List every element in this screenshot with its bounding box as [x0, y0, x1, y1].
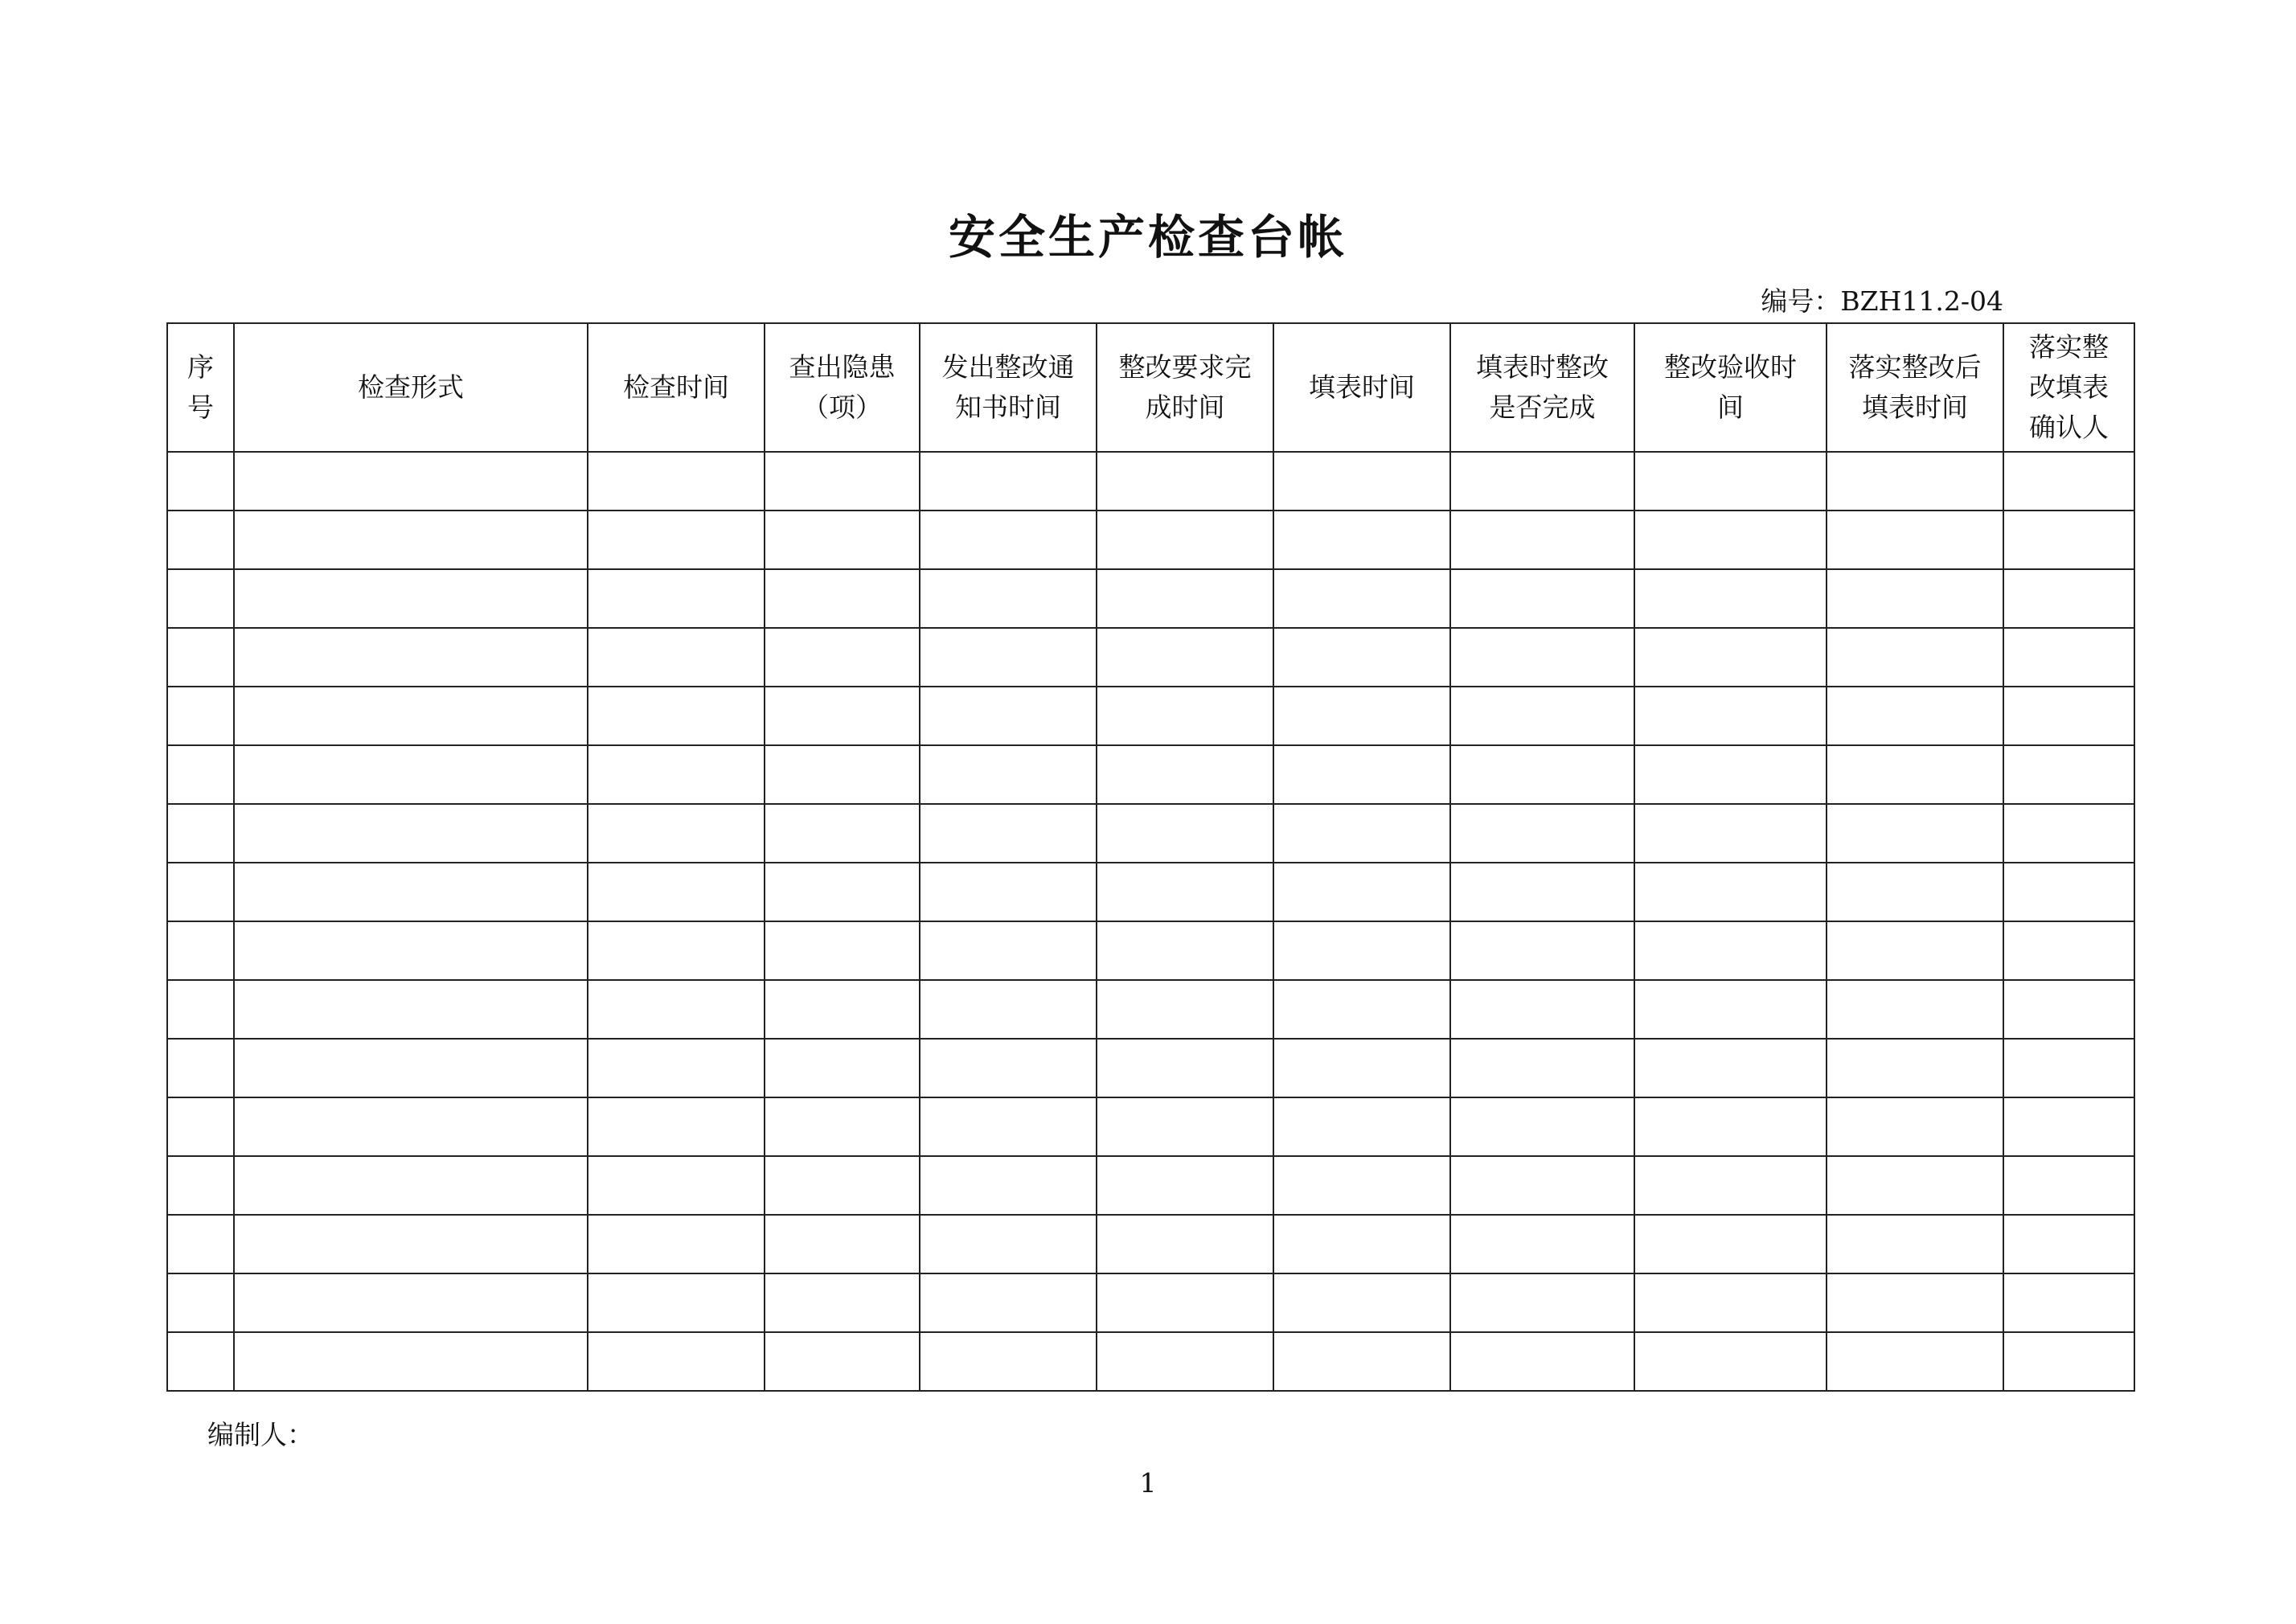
table-cell[interactable]: [1097, 980, 1273, 1039]
table-cell[interactable]: [765, 452, 920, 511]
table-cell[interactable]: [1273, 628, 1450, 687]
table-cell[interactable]: [1827, 745, 2003, 804]
table-cell[interactable]: [1450, 921, 1634, 980]
table-cell[interactable]: [765, 1156, 920, 1215]
table-cell[interactable]: [920, 745, 1097, 804]
table-cell[interactable]: [1097, 921, 1273, 980]
table-cell[interactable]: [1273, 687, 1450, 745]
table-cell[interactable]: [1097, 1332, 1273, 1391]
page-number: 1: [1139, 1467, 1157, 1499]
table-cell[interactable]: [234, 863, 588, 921]
table-cell[interactable]: [765, 863, 920, 921]
table-cell[interactable]: [588, 804, 765, 863]
table-cell[interactable]: [920, 511, 1097, 569]
table-cell[interactable]: [1827, 804, 2003, 863]
table-cell[interactable]: [1634, 745, 1827, 804]
inspection-ledger-table: [166, 322, 2135, 1392]
table-cell[interactable]: [920, 921, 1097, 980]
table-cell[interactable]: [2003, 804, 2134, 863]
table-row: [167, 1215, 2134, 1273]
table-cell[interactable]: [1634, 1156, 1827, 1215]
table-cell[interactable]: [1450, 628, 1634, 687]
table-cell[interactable]: [1273, 569, 1450, 628]
table-cell[interactable]: [167, 1156, 234, 1215]
table-cell[interactable]: [588, 1156, 765, 1215]
table-cell[interactable]: [1097, 1156, 1273, 1215]
table-cell[interactable]: [920, 1332, 1097, 1391]
table-cell[interactable]: [920, 452, 1097, 511]
table-cell[interactable]: [588, 1332, 765, 1391]
table-cell[interactable]: [1634, 1215, 1827, 1273]
table-cell[interactable]: [1450, 687, 1634, 745]
table-cell[interactable]: [167, 511, 234, 569]
table-header-row: [167, 323, 2134, 452]
table-cell[interactable]: [1450, 452, 1634, 511]
table-cell[interactable]: [588, 1273, 765, 1332]
table-cell[interactable]: [588, 863, 765, 921]
table-cell[interactable]: [1097, 452, 1273, 511]
table-cell[interactable]: [765, 1215, 920, 1273]
table-cell[interactable]: [765, 745, 920, 804]
table-cell[interactable]: [588, 980, 765, 1039]
table-cell[interactable]: [1827, 452, 2003, 511]
table-cell[interactable]: [588, 1039, 765, 1097]
table-row: [167, 511, 2134, 569]
table-cell[interactable]: [1450, 1332, 1634, 1391]
table-cell[interactable]: [1634, 980, 1827, 1039]
table-cell[interactable]: [234, 628, 588, 687]
table-cell[interactable]: [1634, 511, 1827, 569]
table-row: [167, 687, 2134, 745]
column-header-serial-number: 序 号: [167, 323, 234, 452]
table-row: [167, 745, 2134, 804]
table-cell[interactable]: [765, 1332, 920, 1391]
table-cell[interactable]: [920, 1097, 1097, 1156]
table-cell[interactable]: [1634, 687, 1827, 745]
table-cell[interactable]: [234, 1332, 588, 1391]
column-header-confirmer: 落实整 改填表 确认人: [2003, 323, 2134, 452]
table-cell[interactable]: [920, 569, 1097, 628]
table-cell[interactable]: [1827, 863, 2003, 921]
table-cell[interactable]: [1450, 980, 1634, 1039]
table-cell[interactable]: [167, 628, 234, 687]
table-row: [167, 1097, 2134, 1156]
table-cell[interactable]: [1450, 1039, 1634, 1097]
table-cell[interactable]: [234, 921, 588, 980]
table-cell[interactable]: [1450, 1273, 1634, 1332]
table-cell[interactable]: [1827, 511, 2003, 569]
column-header-hazards-found: 查出隐患 （项）: [765, 323, 920, 452]
table-cell[interactable]: [1827, 1156, 2003, 1215]
table-cell[interactable]: [2003, 452, 2134, 511]
table-cell[interactable]: [1634, 1332, 1827, 1391]
table-cell[interactable]: [234, 1215, 588, 1273]
table-cell[interactable]: [234, 511, 588, 569]
table-cell[interactable]: [1450, 569, 1634, 628]
column-header-inspection-form: 检查形式: [234, 323, 588, 452]
table-body: [167, 452, 2134, 1391]
table-cell[interactable]: [765, 628, 920, 687]
column-header-inspection-time: 检查时间: [588, 323, 765, 452]
table-cell[interactable]: [1827, 628, 2003, 687]
table-cell[interactable]: [588, 569, 765, 628]
table-cell[interactable]: [588, 1215, 765, 1273]
table-cell[interactable]: [1634, 1097, 1827, 1156]
table-cell[interactable]: [1273, 745, 1450, 804]
table-cell[interactable]: [920, 628, 1097, 687]
table-cell[interactable]: [1273, 804, 1450, 863]
page-title: 安全生产检查台帐: [948, 210, 1347, 265]
table-cell[interactable]: [1827, 980, 2003, 1039]
table-cell[interactable]: [588, 1097, 765, 1156]
table-row: [167, 1156, 2134, 1215]
table-cell[interactable]: [920, 863, 1097, 921]
table-cell[interactable]: [588, 511, 765, 569]
table-cell[interactable]: [920, 1039, 1097, 1097]
table-cell[interactable]: [167, 1215, 234, 1273]
table-cell[interactable]: [1273, 980, 1450, 1039]
table-cell[interactable]: [1097, 687, 1273, 745]
table-cell[interactable]: [2003, 1156, 2134, 1215]
table-cell[interactable]: [234, 1039, 588, 1097]
table-row: [167, 980, 2134, 1039]
table-row: [167, 452, 2134, 511]
table-row: [167, 804, 2134, 863]
table-cell[interactable]: [1827, 921, 2003, 980]
table-row: [167, 1332, 2134, 1391]
table-cell[interactable]: [2003, 863, 2134, 921]
table-cell[interactable]: [1273, 1156, 1450, 1215]
table-cell[interactable]: [234, 745, 588, 804]
table-cell[interactable]: [2003, 1332, 2134, 1391]
table-cell[interactable]: [1097, 511, 1273, 569]
table-cell[interactable]: [2003, 569, 2134, 628]
table-cell[interactable]: [2003, 511, 2134, 569]
table-cell[interactable]: [234, 687, 588, 745]
table-cell[interactable]: [765, 980, 920, 1039]
table-cell[interactable]: [1097, 1097, 1273, 1156]
table-cell[interactable]: [2003, 1097, 2134, 1156]
table-row: [167, 921, 2134, 980]
table-cell[interactable]: [1450, 1215, 1634, 1273]
table-cell[interactable]: [765, 1039, 920, 1097]
table-cell[interactable]: [1273, 452, 1450, 511]
table-cell[interactable]: [2003, 1215, 2134, 1273]
table-row: [167, 569, 2134, 628]
table-cell[interactable]: [234, 1156, 588, 1215]
column-header-completed-when-filled: 填表时整改 是否完成: [1450, 323, 1634, 452]
table-cell[interactable]: [167, 804, 234, 863]
table-cell[interactable]: [167, 980, 234, 1039]
column-header-post-rectification-fill-time: 落实整改后 填表时间: [1827, 323, 2003, 452]
table-cell[interactable]: [1450, 804, 1634, 863]
table-cell[interactable]: [765, 921, 920, 980]
table-cell[interactable]: [588, 687, 765, 745]
table-cell[interactable]: [1097, 1039, 1273, 1097]
document-code: 编号：BZH11.2-04: [1761, 285, 2003, 317]
table-cell[interactable]: [765, 687, 920, 745]
table-cell[interactable]: [1097, 863, 1273, 921]
table-cell[interactable]: [588, 628, 765, 687]
table-cell[interactable]: [1097, 1215, 1273, 1273]
table-cell[interactable]: [588, 452, 765, 511]
table-cell[interactable]: [588, 745, 765, 804]
table-cell[interactable]: [1827, 1215, 2003, 1273]
table-cell[interactable]: [920, 1215, 1097, 1273]
table-cell[interactable]: [1827, 687, 2003, 745]
table-cell[interactable]: [1634, 804, 1827, 863]
table-cell[interactable]: [2003, 687, 2134, 745]
table-cell[interactable]: [1634, 628, 1827, 687]
table-cell[interactable]: [167, 1039, 234, 1097]
table-cell[interactable]: [167, 569, 234, 628]
table-row: [167, 1039, 2134, 1097]
table-cell[interactable]: [167, 863, 234, 921]
table-cell[interactable]: [167, 1273, 234, 1332]
table-cell[interactable]: [234, 980, 588, 1039]
table-cell[interactable]: [167, 452, 234, 511]
table-cell[interactable]: [1827, 1332, 2003, 1391]
table-cell[interactable]: [167, 1097, 234, 1156]
table-cell[interactable]: [920, 1273, 1097, 1332]
table-cell[interactable]: [1273, 1273, 1450, 1332]
table-cell[interactable]: [1827, 1273, 2003, 1332]
table-cell[interactable]: [1097, 745, 1273, 804]
compiler-label: 编制人：: [207, 1419, 314, 1450]
column-header-acceptance-time: 整改验收时 间: [1634, 323, 1827, 452]
table-cell[interactable]: [1450, 745, 1634, 804]
table-cell[interactable]: [1273, 863, 1450, 921]
table-cell[interactable]: [1450, 1156, 1634, 1215]
table-cell[interactable]: [920, 980, 1097, 1039]
table-cell[interactable]: [234, 452, 588, 511]
table-cell[interactable]: [1827, 1039, 2003, 1097]
table-row: [167, 1273, 2134, 1332]
table-cell[interactable]: [167, 745, 234, 804]
table-cell[interactable]: [2003, 1039, 2134, 1097]
table-cell[interactable]: [1273, 921, 1450, 980]
table-cell[interactable]: [1634, 1039, 1827, 1097]
table-cell[interactable]: [765, 804, 920, 863]
table-cell[interactable]: [2003, 628, 2134, 687]
table-cell[interactable]: [1634, 921, 1827, 980]
table-row: [167, 628, 2134, 687]
table-cell[interactable]: [2003, 921, 2134, 980]
table-cell[interactable]: [234, 1097, 588, 1156]
table-cell[interactable]: [1097, 804, 1273, 863]
table-cell[interactable]: [1634, 569, 1827, 628]
table-cell[interactable]: [1634, 1273, 1827, 1332]
table-row: [167, 863, 2134, 921]
table-cell[interactable]: [1097, 1273, 1273, 1332]
table-cell[interactable]: [920, 804, 1097, 863]
table-cell[interactable]: [1634, 452, 1827, 511]
table-cell[interactable]: [920, 1156, 1097, 1215]
table-cell[interactable]: [765, 1097, 920, 1156]
table-cell[interactable]: [1450, 1097, 1634, 1156]
table-cell[interactable]: [765, 511, 920, 569]
column-header-required-completion-time: 整改要求完 成时间: [1097, 323, 1273, 452]
table-cell[interactable]: [765, 569, 920, 628]
table-cell[interactable]: [1097, 569, 1273, 628]
table-cell[interactable]: [765, 1273, 920, 1332]
column-header-notice-issued-time: 发出整改通 知书时间: [920, 323, 1097, 452]
table-cell[interactable]: [1450, 511, 1634, 569]
table-cell[interactable]: [1273, 511, 1450, 569]
table-cell[interactable]: [234, 804, 588, 863]
table-cell[interactable]: [1273, 1215, 1450, 1273]
table-cell[interactable]: [1273, 1332, 1450, 1391]
table-cell[interactable]: [167, 1332, 234, 1391]
table-cell[interactable]: [234, 569, 588, 628]
table-cell[interactable]: [1827, 1097, 2003, 1156]
table-cell[interactable]: [2003, 745, 2134, 804]
table-cell[interactable]: [2003, 980, 2134, 1039]
table-cell[interactable]: [1634, 863, 1827, 921]
table-cell[interactable]: [1827, 569, 2003, 628]
table-cell[interactable]: [920, 687, 1097, 745]
column-header-fill-time: 填表时间: [1273, 323, 1450, 452]
table-cell[interactable]: [588, 921, 765, 980]
table-cell[interactable]: [234, 1273, 588, 1332]
table-cell[interactable]: [167, 921, 234, 980]
table-cell[interactable]: [2003, 1273, 2134, 1332]
table-cell[interactable]: [1097, 628, 1273, 687]
table-cell[interactable]: [1450, 863, 1634, 921]
table-cell[interactable]: [1273, 1097, 1450, 1156]
table-cell[interactable]: [1273, 1039, 1450, 1097]
table-cell[interactable]: [167, 687, 234, 745]
